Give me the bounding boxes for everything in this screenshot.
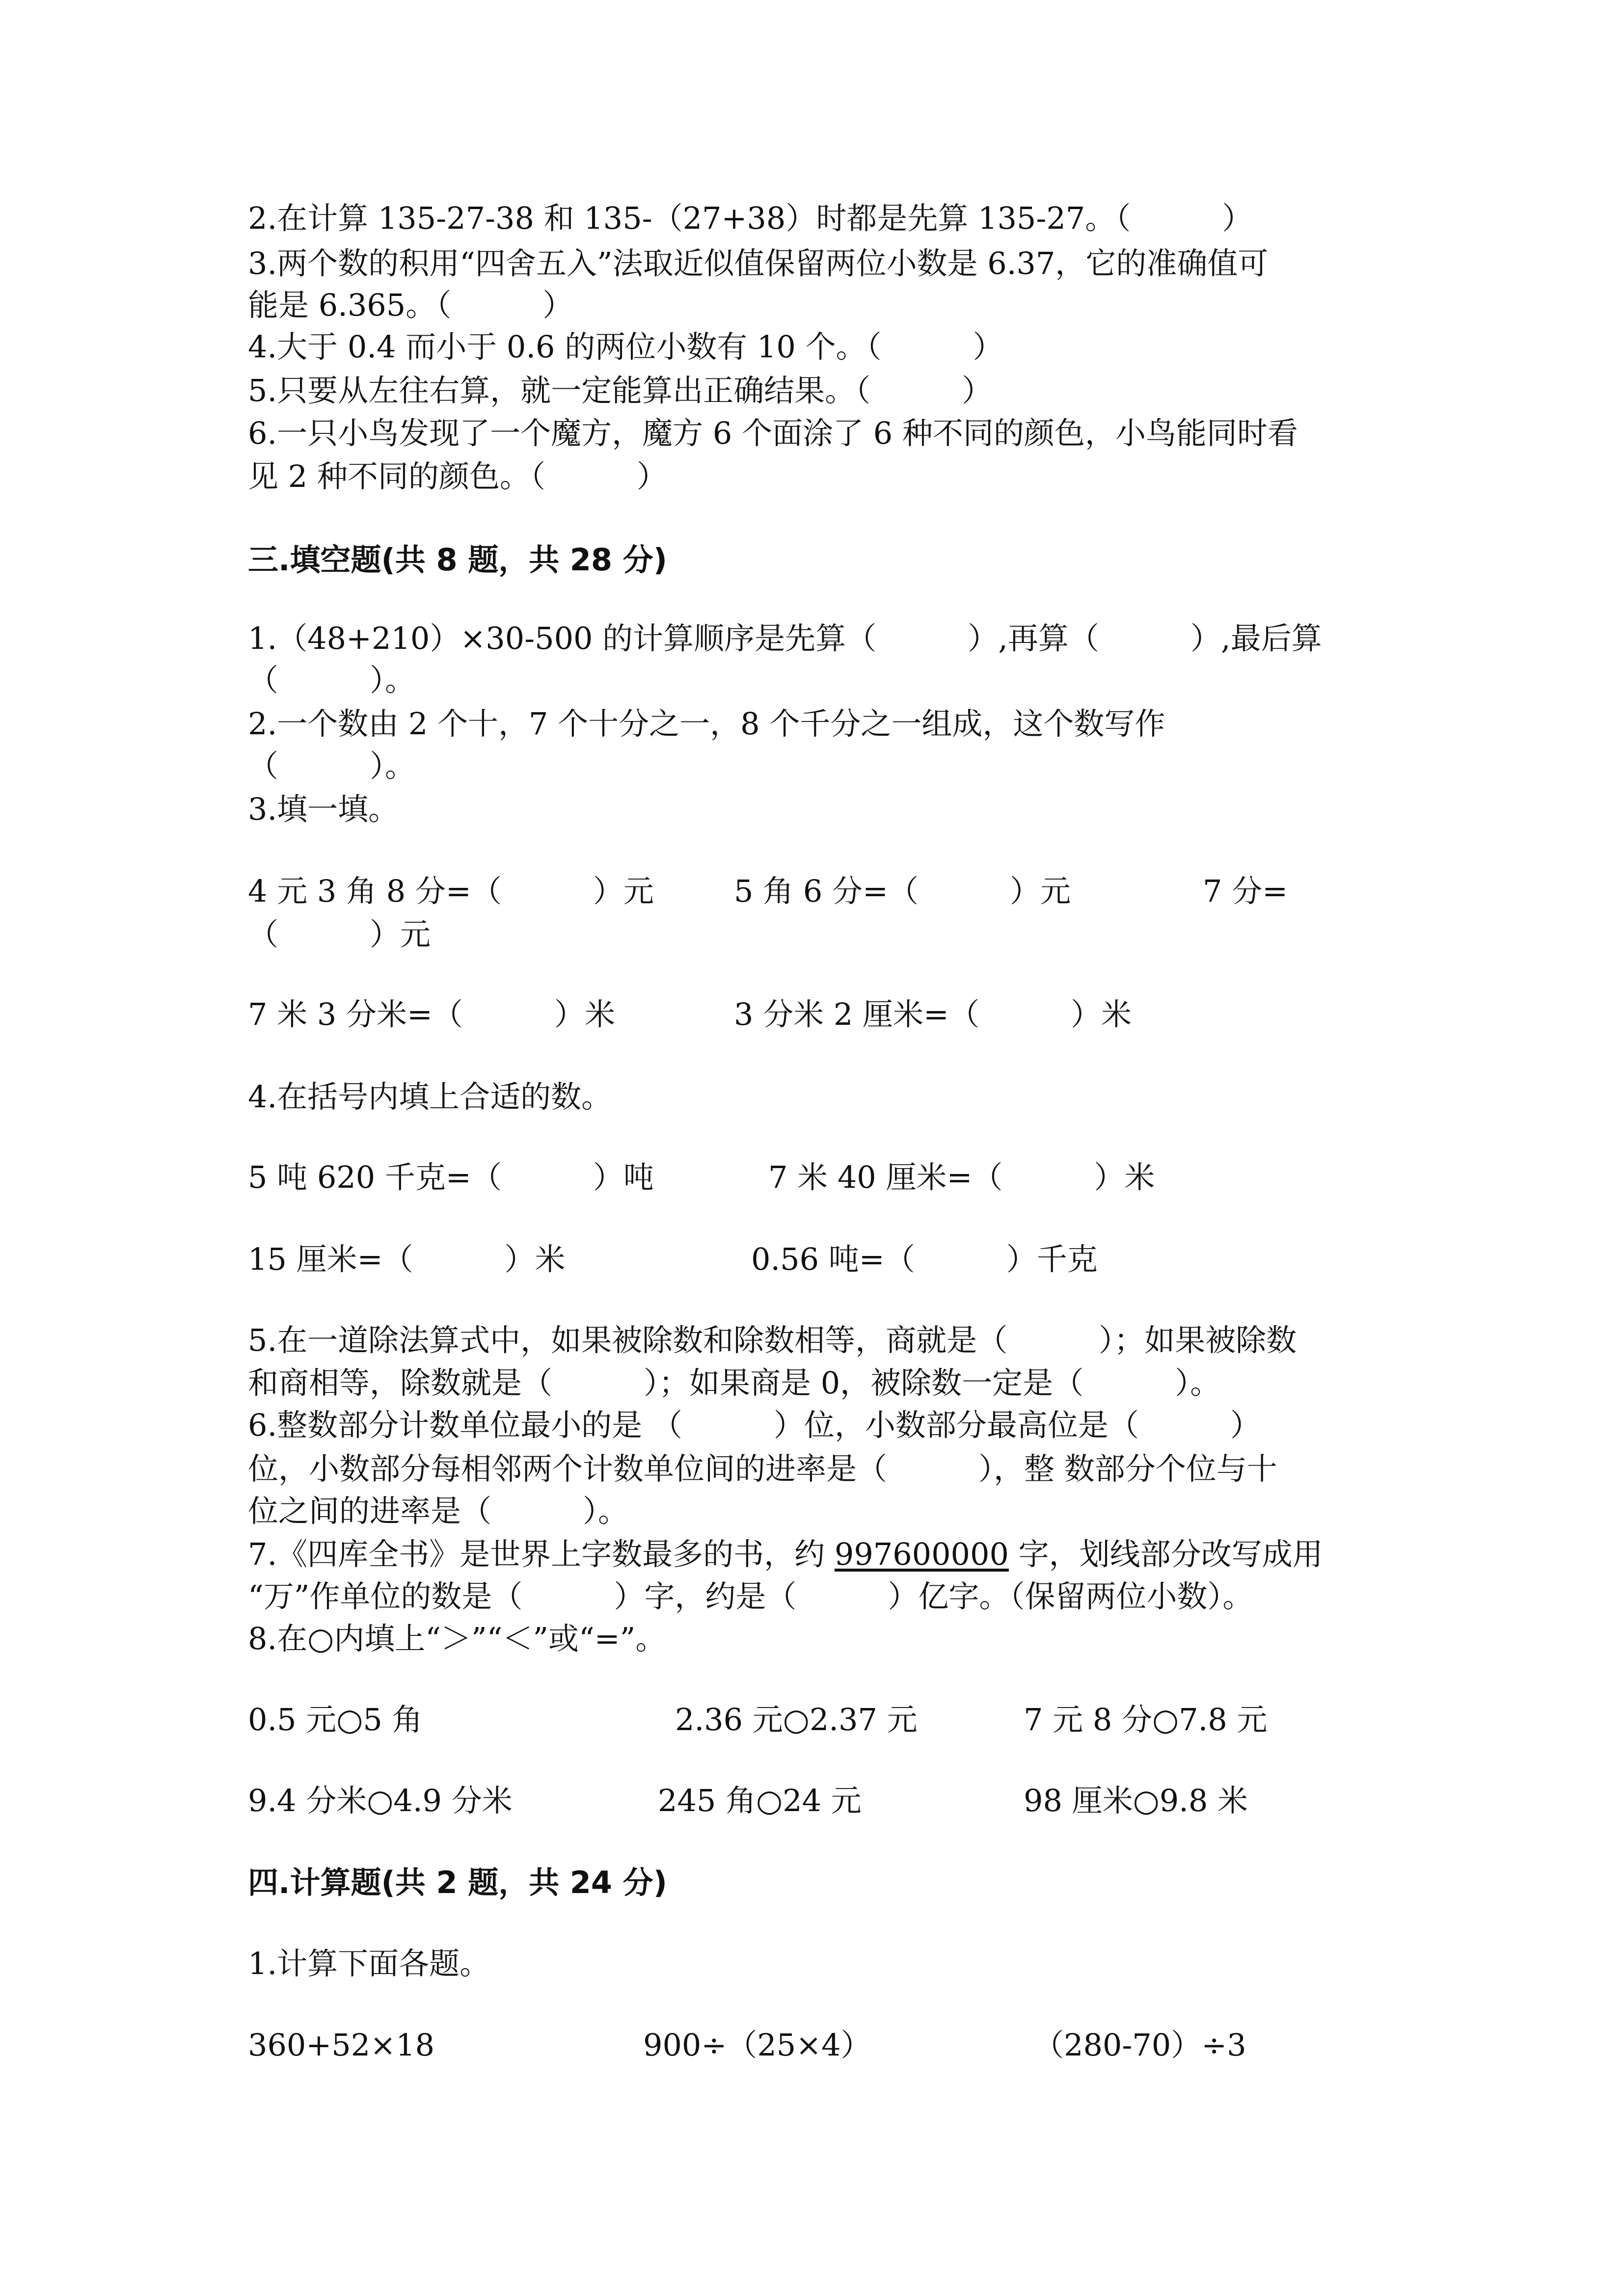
fill-q3-item: 5 角 6 分=（ ）元 bbox=[734, 873, 1071, 909]
fill-q3-item-wrap: （ ）元 bbox=[248, 916, 431, 952]
judge-question-6-line-1: 6.一只小鸟发现了一个魔方，魔方 6 个面涂了 6 种不同的颜色，小鸟能同时看 bbox=[248, 415, 1298, 451]
fill-question-6-line-2: 位，小数部分每相邻两个计数单位间的进率是（ ），整 数部分个位与十 bbox=[248, 1451, 1277, 1487]
judge-question-3-line-1: 3.两个数的积用“四舍五入”法取近似值保留两位小数是 6.37，它的准确值可 bbox=[248, 245, 1269, 281]
fill-question-6-line-1: 6.整数部分计数单位最小的是 （ ）位，小数部分最高位是（ ） bbox=[248, 1407, 1261, 1443]
judge-question-2: 2.在计算 135-27-38 和 135-（27+38）时都是先算 135-27。（ ） bbox=[248, 200, 1253, 236]
calc-item: 360+52×18 bbox=[248, 2027, 435, 2063]
fill-q7-text-a: 7.《四库全书》是世界上字数最多的书，约 bbox=[248, 1536, 835, 1572]
fill-question-3: 3.填一填。 bbox=[248, 791, 399, 827]
fill-q4-item: 7 米 40 厘米=（ ）米 bbox=[768, 1159, 1155, 1195]
fill-q7-text-b: 字，划线部分改写成用 bbox=[1008, 1536, 1323, 1572]
fill-question-2-line-2: （ ）。 bbox=[248, 748, 416, 784]
section-heading-calc: 四.计算题(共 2 题，共 24 分) bbox=[248, 1865, 667, 1900]
fill-q3-item: 7 米 3 分米=（ ）米 bbox=[248, 996, 615, 1032]
fill-q4-item: 0.56 吨=（ ）千克 bbox=[751, 1241, 1098, 1277]
fill-question-1-line-1: 1.（48+210）×30-500 的计算顺序是先算（ ）,再算（ ）,最后算 bbox=[248, 620, 1322, 656]
fill-q4-item: 15 厘米=（ ）米 bbox=[248, 1241, 566, 1277]
compare-item: 98 厘米○9.8 米 bbox=[1024, 1783, 1248, 1818]
fill-question-5-line-2: 和商相等，除数就是（ ）；如果商是 0，被除数一定是（ ）。 bbox=[248, 1365, 1221, 1401]
compare-item: 0.5 元○5 角 bbox=[248, 1702, 423, 1737]
judge-question-6-line-2: 见 2 种不同的颜色。（ ） bbox=[248, 458, 667, 494]
fill-question-5-line-1: 5.在一道除法算式中，如果被除数和除数相等，商就是（ ）；如果被除数 bbox=[248, 1322, 1297, 1358]
fill-q7-underlined-number: 997600000 bbox=[834, 1536, 1009, 1572]
judge-question-3-line-2: 能是 6.365。（ ） bbox=[248, 287, 573, 323]
fill-question-6-line-3: 位之间的进率是（ ）。 bbox=[248, 1493, 629, 1529]
fill-q3-item: 4 元 3 角 8 分=（ ）元 bbox=[248, 873, 654, 909]
fill-q4-item: 5 吨 620 千克=（ ）吨 bbox=[248, 1159, 654, 1195]
fill-question-7-line-2: “万”作单位的数是（ ）字，约是（ ）亿字。（保留两位小数）。 bbox=[248, 1578, 1253, 1614]
fill-question-1-line-2: （ ）。 bbox=[248, 662, 416, 698]
fill-question-2-line-1: 2.一个数由 2 个十，7 个十分之一，8 个千分之一组成，这个数写作 bbox=[248, 706, 1165, 742]
compare-item: 245 角○24 元 bbox=[658, 1783, 862, 1818]
calc-item: （280-70）÷3 bbox=[1033, 2027, 1246, 2063]
calc-item: 900÷（25×4） bbox=[643, 2027, 871, 2063]
section-heading-fill: 三.填空题(共 8 题，共 28 分) bbox=[248, 542, 667, 578]
fill-q3-item: 7 分= bbox=[1203, 873, 1288, 909]
compare-item: 7 元 8 分○7.8 元 bbox=[1024, 1702, 1268, 1737]
judge-question-5: 5.只要从左往右算，就一定能算出正确结果。（ ） bbox=[248, 373, 993, 408]
compare-item: 2.36 元○2.37 元 bbox=[675, 1702, 918, 1737]
fill-question-8: 8.在○内填上“＞”“＜”或“=”。 bbox=[248, 1621, 666, 1656]
fill-q3-item: 3 分米 2 厘米=（ ）米 bbox=[734, 996, 1132, 1032]
judge-question-4: 4.大于 0.4 而小于 0.6 的两位小数有 10 个。（ ） bbox=[248, 329, 1003, 365]
fill-question-7-line-1 bbox=[248, 1536, 1323, 1572]
compare-item: 9.4 分米○4.9 分米 bbox=[248, 1783, 513, 1818]
fill-question-4: 4.在括号内填上合适的数。 bbox=[248, 1079, 612, 1115]
calc-question-1: 1.计算下面各题。 bbox=[248, 1946, 490, 1981]
